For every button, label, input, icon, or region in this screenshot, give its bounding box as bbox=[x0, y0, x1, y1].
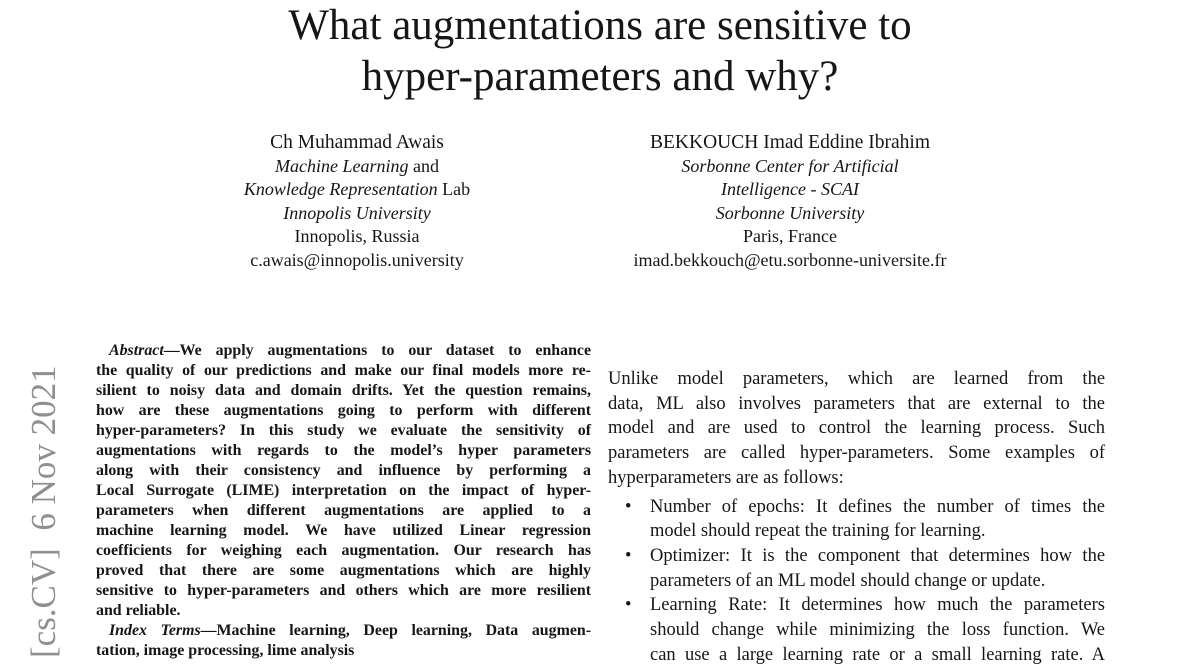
abstract-line: hyper-parameters? In this study we evaluate the sensitivity of bbox=[96, 422, 592, 439]
bullet-item bbox=[608, 593, 1105, 667]
bullet-icon: • bbox=[625, 545, 632, 566]
author-affiliation-line bbox=[634, 178, 947, 201]
author-email bbox=[634, 249, 947, 272]
affiliation-roman: Lab bbox=[437, 179, 471, 200]
bullet-item bbox=[608, 495, 1105, 544]
email-text: c.awais@innopolis.university bbox=[250, 249, 464, 270]
body-line: Unlike model parameters, which are learned from the bbox=[608, 369, 1106, 389]
author-affiliation-line bbox=[244, 155, 470, 178]
abstract-line: augmentations with regards to the model’s hyper parameters bbox=[96, 442, 592, 459]
author-name: Ch Muhammad Awais bbox=[270, 132, 444, 153]
author-location bbox=[244, 225, 470, 248]
affiliation-italic: Intelligence - SCAI bbox=[721, 179, 859, 200]
title-line-2: hyper-parameters and why? bbox=[361, 53, 839, 100]
abstract-lead-line bbox=[96, 341, 591, 361]
body-column bbox=[608, 367, 1105, 667]
title-line-1: What augmentations are sensitive to bbox=[288, 2, 912, 49]
index-terms-line bbox=[96, 621, 591, 641]
author-affiliation-line bbox=[634, 155, 947, 178]
abstract-line: sensitive to hyper-parameters and others which are more resilient bbox=[96, 582, 591, 599]
bullet-line: should change while minimizing the loss function. We bbox=[650, 620, 1106, 641]
author-affiliation-line bbox=[244, 202, 470, 225]
affiliation-roman: Paris, France bbox=[743, 226, 837, 247]
affiliation-roman: Innopolis, Russia bbox=[294, 226, 420, 247]
author-block-right bbox=[634, 131, 947, 272]
affiliation-italic: Sorbonne University bbox=[715, 202, 865, 223]
abstract-line: coefficients for weighing each augmentation. Our research has bbox=[96, 542, 592, 559]
body-line: model and are used to control the learning process. Such bbox=[608, 418, 1106, 439]
bullet-line: Number of epochs: It defines the number of times the bbox=[650, 496, 1105, 517]
bullet-line: Learning Rate: It determines how much the parameters bbox=[650, 595, 1105, 616]
abstract-line: machine learning model. We have utilized Linear regression bbox=[96, 522, 591, 539]
author-name: BEKKOUCH Imad Eddine Ibrahim bbox=[650, 132, 930, 153]
abstract-section bbox=[96, 341, 591, 661]
index-terms-text: —Machine learning, Deep learning, Data augmen- bbox=[200, 622, 592, 639]
abstract-last-line: and reliable. bbox=[96, 602, 181, 619]
bullet-last-line: parameters of an ML model should change or update. bbox=[650, 570, 1046, 591]
bullet-list bbox=[608, 495, 1105, 667]
affiliation-roman: and bbox=[408, 156, 439, 176]
bullet-icon: • bbox=[625, 595, 632, 616]
arxiv-stamp: [cs.CV] 6 Nov 2021 bbox=[24, 365, 63, 658]
author-location bbox=[634, 225, 947, 248]
author-affiliation-line bbox=[244, 178, 470, 201]
email-text: imad.bekkouch@etu.sorbonne-universite.fr bbox=[633, 249, 947, 270]
affiliation-italic: Machine Learning bbox=[275, 156, 409, 176]
body-line: data, ML also involves parameters that are external to the bbox=[608, 393, 1106, 414]
affiliation-italic: Innopolis University bbox=[283, 202, 431, 223]
abstract-lead-text: —We apply augmentations to our dataset to enhance bbox=[163, 342, 592, 359]
abstract-label: Abstract bbox=[109, 342, 164, 359]
index-terms-label: Index Terms bbox=[109, 622, 201, 639]
author-block-left bbox=[244, 131, 470, 272]
affiliation-italic: Sorbonne Center for Artificial bbox=[681, 156, 899, 176]
author-email bbox=[244, 249, 470, 272]
author-affiliation-line bbox=[634, 202, 947, 225]
body-last-line: hyperparameters are as follows: bbox=[608, 467, 844, 488]
body-line: parameters are called hyper-parameters. Some examples of bbox=[608, 443, 1105, 464]
abstract-line: along with their consistency and influence by performing a bbox=[96, 462, 591, 479]
abstract-line: silient to noisy data and domain drifts. Yet the question remains, bbox=[96, 382, 591, 399]
index-terms-last-line: tation, image processing, lime analysis bbox=[96, 642, 355, 659]
abstract-line: how are these augmentations going to perform with different bbox=[96, 402, 592, 419]
abstract-line: Local Surrogate (LIME) interpretation on the impact of hyper- bbox=[96, 482, 592, 499]
abstract-line: proved that there are some augmentations which are highly bbox=[96, 562, 591, 579]
paper-title bbox=[0, 0, 1200, 102]
affiliation-italic: Knowledge Representation bbox=[243, 179, 438, 200]
body-paragraph bbox=[608, 367, 1105, 491]
bullet-line: Optimizer: It is the component that determines how the bbox=[650, 545, 1106, 566]
abstract-line: parameters when different augmentations are applied to a bbox=[96, 502, 591, 519]
bullet-icon: • bbox=[625, 496, 632, 517]
bullet-last-line: model should repeat the training for learning. bbox=[650, 521, 986, 542]
bullet-line: can use a large learning rate or a small learning rate. A bbox=[650, 644, 1105, 665]
abstract-line: the quality of our predictions and make our final models more re- bbox=[96, 362, 591, 379]
bullet-item bbox=[608, 544, 1105, 593]
